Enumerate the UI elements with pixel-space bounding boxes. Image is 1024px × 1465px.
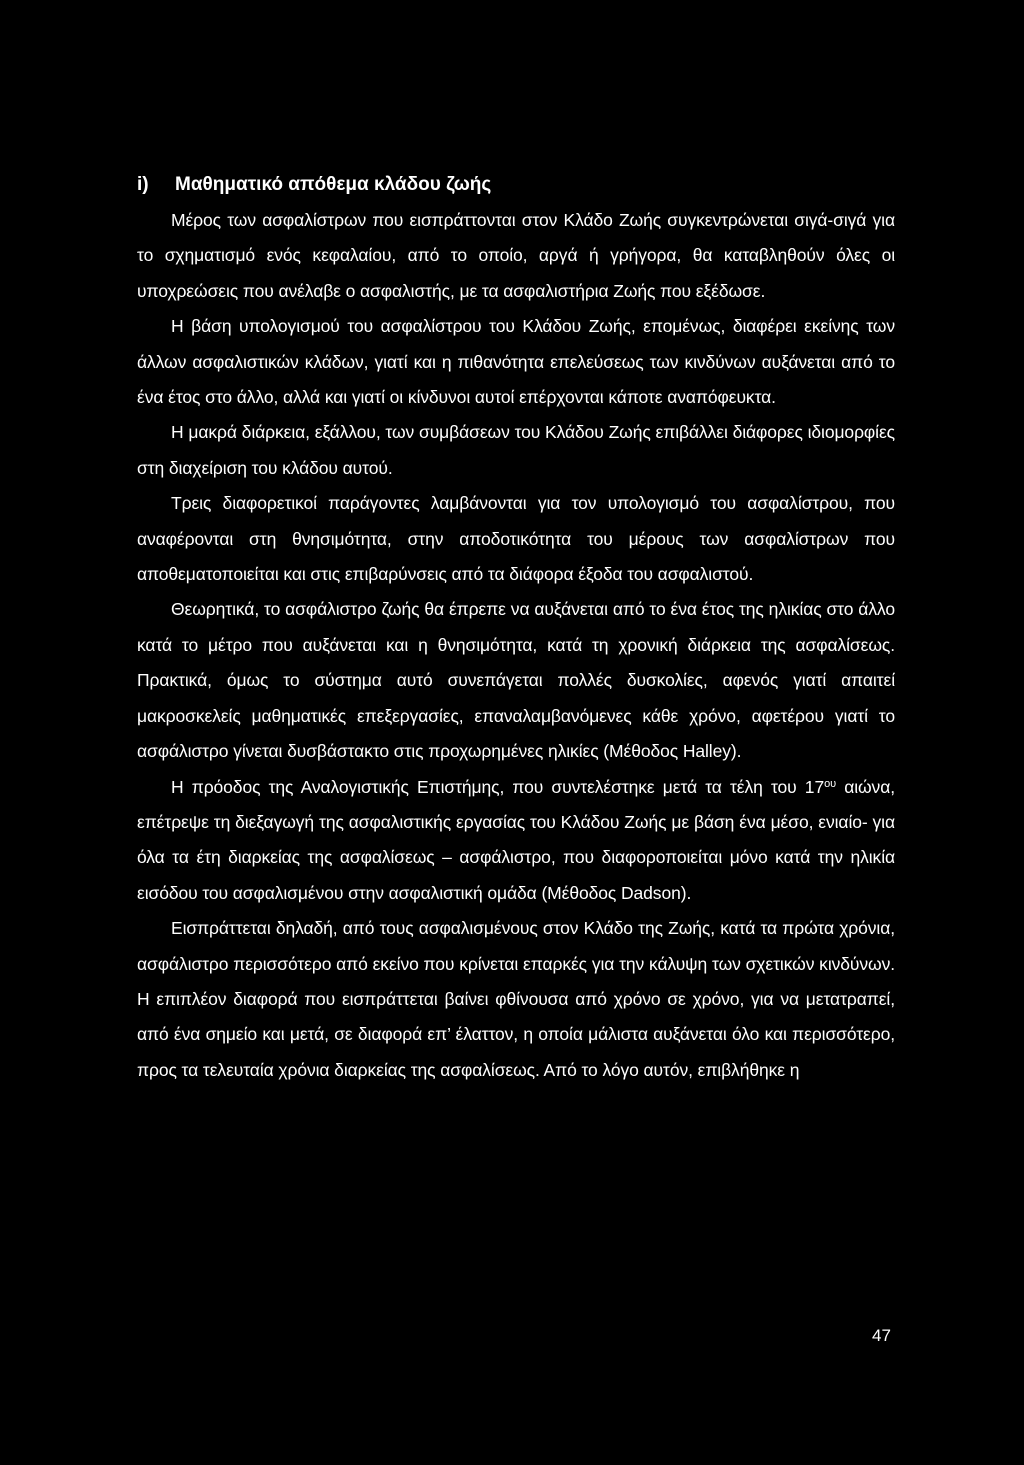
paragraph-7: Εισπράττεται δηλαδή, από τους ασφαλισμένους στον Κλάδο της Ζωής, κατά τα πρώτα χρόνια, ασφάλιστρο περισσότερο από εκείνο που κρίνεται επαρκές για την κάλυψη των σχετικών κινδύνων. Η επιπλέον διαφορά που εισπράττεται βαίνει φθίνουσα από χρόνο σε χρόνο, για να μετατραπεί, από ένα σημείο και μετά, σε διαφορά επ’ έλαττον, η οποία μάλιστα αυξάνεται όλο και περισσότερο, προς τα τελευταία χρόνια διαρκείας της ασφαλίσεως. Από το λόγο αυτόν, επιβλήθηκε η (137, 918, 895, 1080)
paragraph-6-text-before: Η πρόοδος της Αναλογιστικής Επιστήμης, που συντελέστηκε μετά τα τέλη του 17 (171, 776, 825, 797)
paragraph-3: Η μακρά διάρκεια, εξάλλου, των συμβάσεων του Κλάδου Ζωής επιβάλλει διάφορες ιδιομορφίες στη διαχείριση του κλάδου αυτού. (137, 422, 895, 478)
paragraph-6-text-after: αιώνα, επέτρεψε τη διεξαγωγή της ασφαλιστικής εργασίας του Κλάδου Ζωής με βάση ένα μέσο, ενιαίο- για όλα τα έτη διαρκείας της ασφαλίσεως – ασφάλιστρο, που διαφοροποιείται μόνο κατά την ηλικία εισόδου του ασφαλισμένου στην ασφαλιστική ομάδα (Μέθοδος Dadson). (137, 776, 895, 903)
section-title: Μαθηματικό απόθεμα κλάδου ζωής (175, 174, 492, 195)
section-heading (137, 167, 895, 203)
paragraph-2: Η βάση υπολογισμού του ασφαλίστρου του Κλάδου Ζωής, επομένως, διαφέρει εκείνης των άλλων ασφαλιστικών κλάδων, γιατί και η πιθανότητα επελεύσεως των κινδύνων αυξάνεται από το ένα έτος στο άλλο, αλλά και γιατί οι κίνδυνοι αυτοί επέρχονται κάποτε αναπόφευκτα. (137, 316, 895, 408)
paragraph-4: Τρεις διαφορετικοί παράγοντες λαμβάνονται για τον υπολογισμό του ασφαλίστρου, που αναφέρονται στη θνησιμότητα, στην αποδοτικότητα του μέρους των ασφαλίστρων που αποθεματοποιείται και στις επιβαρύνσεις από τα διάφορα έξοδα του ασφαλιστού. (137, 493, 895, 585)
section-number: i) (137, 174, 149, 195)
paragraph-5: Θεωρητικά, το ασφάλιστρο ζωής θα έπρεπε να αυξάνεται από το ένα έτος της ηλικίας στο άλλο κατά το μέτρο που αυξάνεται και η θνησιμότητα, κατά τη χρονική διάρκεια της ασφαλίσεως. Πρακτικά, όμως το σύστημα αυτό συνεπάγεται πολλές δυσκολίες, αφενός γιατί απαιτεί μακροσκελείς μαθηματικές επεξεργασίες, επαναλαμβανόμενες κάθε χρόνο, αφετέρου γιατί το ασφάλιστρο γίνεται δυσβάστακτο στις προχωρημένες ηλικίες (Μέθοδος Halley). (137, 599, 895, 762)
ordinal-superscript: ου (824, 777, 837, 790)
paragraph-1: Μέρος των ασφαλίστρων που εισπράττονται στον Κλάδο Ζωής συγκεντρώνεται σιγά-σιγά για το σχηματισμό ενός κεφαλαίου, από το οποίο, αργά ή γρήγορα, θα καταβληθούν όλες οι υποχρεώσεις που ανέλαβε ο ασφαλιστής, με τα ασφαλιστήρια Ζωής που εξέδωσε. (137, 210, 895, 301)
document-body (137, 167, 895, 1088)
paragraph-6 (137, 770, 895, 912)
page-number: 47 (872, 1326, 891, 1345)
